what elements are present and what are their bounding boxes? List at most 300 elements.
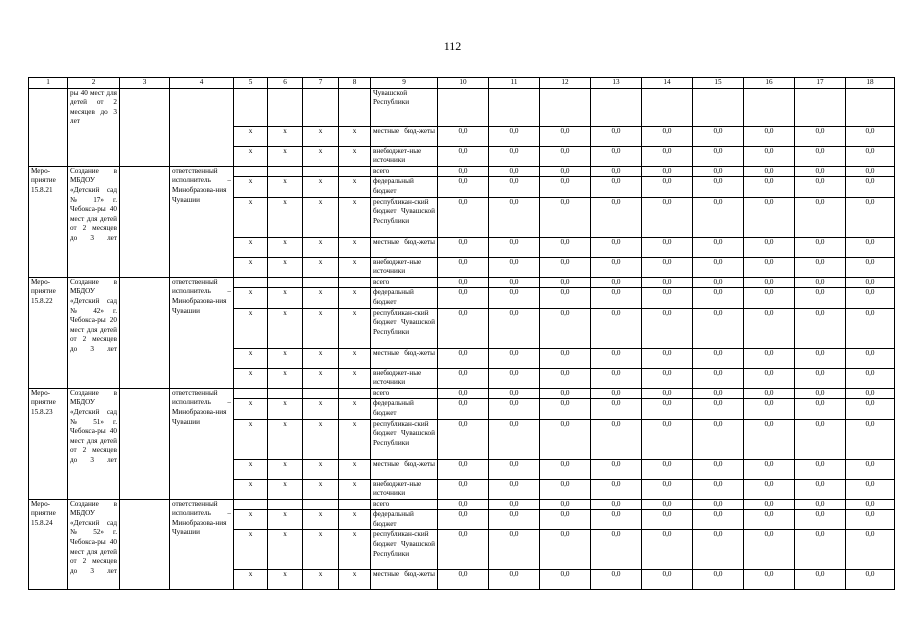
amount-cell: 0,0 [846, 399, 895, 419]
funding-source-cell: местные бюд-жеты [371, 570, 438, 590]
table-row [29, 88, 895, 126]
amount-cell: 0,0 [489, 368, 540, 388]
funding-source-cell: республикан-ский бюджет Чувашской Республики [371, 419, 438, 459]
x-marker-cell: x [303, 348, 339, 368]
x-marker-cell: x [339, 288, 371, 308]
amount-cell: 0,0 [846, 368, 895, 388]
amount-cell: 0,0 [744, 126, 795, 146]
x-marker-cell: x [303, 308, 339, 348]
amount-cell [744, 88, 795, 126]
amount-cell: 0,0 [540, 257, 591, 277]
funding-source-cell: местные бюд-жеты [371, 237, 438, 257]
amount-cell: 0,0 [693, 126, 744, 146]
funding-source-cell: республикан-ский бюджет Чувашской Республики [371, 308, 438, 348]
x-marker-cell: x [268, 510, 303, 530]
amount-cell: 0,0 [591, 166, 642, 177]
x-marker-cell: x [268, 237, 303, 257]
x-marker-cell: x [268, 308, 303, 348]
amount-cell: 0,0 [591, 530, 642, 570]
amount-cell: 0,0 [438, 288, 489, 308]
table-row [29, 499, 895, 510]
amount-cell: 0,0 [540, 368, 591, 388]
amount-cell: 0,0 [846, 479, 895, 499]
x-marker-cell: x [268, 257, 303, 277]
budget-table [28, 77, 895, 590]
x-marker-cell: x [339, 348, 371, 368]
amount-cell: 0,0 [591, 510, 642, 530]
x-marker-cell: x [339, 479, 371, 499]
amount-cell: 0,0 [642, 530, 693, 570]
x-marker-cell [339, 277, 371, 288]
amount-cell: 0,0 [642, 166, 693, 177]
column-number-cell: 11 [489, 78, 540, 89]
x-marker-cell [268, 88, 303, 126]
amount-cell: 0,0 [744, 257, 795, 277]
amount-cell: 0,0 [540, 459, 591, 479]
amount-cell: 0,0 [693, 499, 744, 510]
amount-cell: 0,0 [489, 479, 540, 499]
amount-cell: 0,0 [693, 510, 744, 530]
amount-cell: 0,0 [846, 177, 895, 197]
x-marker-cell [268, 499, 303, 510]
measure-number-cell: Меро-приятие 15.8.23 [29, 388, 68, 499]
x-marker-cell: x [268, 197, 303, 237]
amount-cell [540, 88, 591, 126]
amount-cell: 0,0 [693, 237, 744, 257]
x-marker-cell: x [339, 419, 371, 459]
x-marker-cell: x [339, 257, 371, 277]
x-marker-cell: x [303, 459, 339, 479]
column-number-cell: 10 [438, 78, 489, 89]
amount-cell: 0,0 [489, 570, 540, 590]
x-marker-cell: x [339, 570, 371, 590]
amount-cell: 0,0 [693, 146, 744, 166]
amount-cell: 0,0 [591, 499, 642, 510]
amount-cell: 0,0 [540, 308, 591, 348]
amount-cell: 0,0 [591, 388, 642, 399]
amount-cell: 0,0 [591, 146, 642, 166]
amount-cell [642, 88, 693, 126]
amount-cell: 0,0 [591, 288, 642, 308]
amount-cell: 0,0 [489, 197, 540, 237]
measure-name-cell: Создание в МБДОУ «Детский сад № 42» г. Чебокса-ры 20 мест для детей от 2 месяцев до 3 лет [68, 277, 120, 388]
amount-cell [438, 88, 489, 126]
funding-source-cell: внебюджет-ные источники [371, 368, 438, 388]
amount-cell: 0,0 [693, 348, 744, 368]
amount-cell: 0,0 [540, 510, 591, 530]
x-marker-cell: x [234, 197, 268, 237]
empty-cell [120, 88, 170, 166]
amount-cell: 0,0 [744, 388, 795, 399]
x-marker-cell: x [234, 146, 268, 166]
x-marker-cell: x [303, 419, 339, 459]
amount-cell: 0,0 [591, 399, 642, 419]
amount-cell: 0,0 [489, 146, 540, 166]
table-row [29, 277, 895, 288]
amount-cell: 0,0 [591, 197, 642, 237]
amount-cell: 0,0 [846, 419, 895, 459]
header-row [29, 78, 895, 89]
x-marker-cell [234, 499, 268, 510]
column-number-cell: 17 [795, 78, 846, 89]
x-marker-cell: x [268, 126, 303, 146]
amount-cell: 0,0 [795, 419, 846, 459]
amount-cell: 0,0 [489, 177, 540, 197]
empty-cell [120, 166, 170, 277]
amount-cell: 0,0 [591, 348, 642, 368]
x-marker-cell: x [303, 510, 339, 530]
amount-cell: 0,0 [540, 166, 591, 177]
column-number-cell: 1 [29, 78, 68, 89]
funding-source-cell: местные бюд-жеты [371, 459, 438, 479]
x-marker-cell: x [268, 479, 303, 499]
amount-cell: 0,0 [540, 146, 591, 166]
amount-cell: 0,0 [795, 368, 846, 388]
column-number-cell: 9 [371, 78, 438, 89]
amount-cell: 0,0 [642, 308, 693, 348]
amount-cell: 0,0 [693, 419, 744, 459]
amount-cell: 0,0 [642, 368, 693, 388]
amount-cell: 0,0 [795, 388, 846, 399]
column-number-cell: 18 [846, 78, 895, 89]
amount-cell: 0,0 [693, 257, 744, 277]
x-marker-cell [268, 166, 303, 177]
amount-cell: 0,0 [489, 237, 540, 257]
amount-cell: 0,0 [438, 177, 489, 197]
amount-cell: 0,0 [591, 419, 642, 459]
amount-cell: 0,0 [642, 388, 693, 399]
measure-name-cell: Создание в МБДОУ «Детский сад № 17» г. Чебокса-ры 40 мест для детей от 2 месяцев до 3 лет [68, 166, 120, 277]
funding-source-cell: федеральный бюджет [371, 399, 438, 419]
amount-cell: 0,0 [744, 308, 795, 348]
x-marker-cell: x [268, 570, 303, 590]
amount-cell: 0,0 [795, 510, 846, 530]
amount-cell: 0,0 [540, 388, 591, 399]
x-marker-cell: x [268, 419, 303, 459]
amount-cell: 0,0 [642, 177, 693, 197]
measure-name-cell: Создание в МБДОУ «Детский сад № 52» г. Чебокса-ры 40 мест для детей от 2 месяцев до 3 лет [68, 499, 120, 590]
x-marker-cell [339, 88, 371, 126]
amount-cell: 0,0 [489, 510, 540, 530]
measure-number-cell: Меро-приятие 15.8.24 [29, 499, 68, 590]
x-marker-cell: x [303, 197, 339, 237]
amount-cell: 0,0 [438, 197, 489, 237]
amount-cell: 0,0 [744, 570, 795, 590]
amount-cell: 0,0 [795, 126, 846, 146]
column-number-cell: 13 [591, 78, 642, 89]
x-marker-cell: x [268, 177, 303, 197]
amount-cell: 0,0 [795, 146, 846, 166]
amount-cell: 0,0 [693, 530, 744, 570]
amount-cell: 0,0 [846, 197, 895, 237]
amount-cell: 0,0 [744, 237, 795, 257]
amount-cell: 0,0 [795, 288, 846, 308]
amount-cell: 0,0 [846, 288, 895, 308]
x-marker-cell [339, 166, 371, 177]
amount-cell: 0,0 [846, 530, 895, 570]
amount-cell: 0,0 [795, 237, 846, 257]
amount-cell: 0,0 [846, 308, 895, 348]
table-row [29, 166, 895, 177]
x-marker-cell: x [234, 237, 268, 257]
amount-cell: 0,0 [591, 308, 642, 348]
amount-cell: 0,0 [591, 177, 642, 197]
x-marker-cell: x [234, 419, 268, 459]
x-marker-cell: x [268, 348, 303, 368]
x-marker-cell: x [303, 177, 339, 197]
funding-source-cell: федеральный бюджет [371, 177, 438, 197]
amount-cell: 0,0 [540, 177, 591, 197]
amount-cell: 0,0 [744, 459, 795, 479]
x-marker-cell: x [268, 530, 303, 570]
x-marker-cell [303, 499, 339, 510]
amount-cell: 0,0 [438, 368, 489, 388]
amount-cell: 0,0 [744, 348, 795, 368]
responsible-cell [170, 88, 234, 166]
amount-cell: 0,0 [744, 177, 795, 197]
amount-cell: 0,0 [489, 388, 540, 399]
responsible-cell: ответственный исполнитель – Минобразова-ния Чувашии [170, 277, 234, 388]
amount-cell: 0,0 [642, 479, 693, 499]
x-marker-cell: x [268, 399, 303, 419]
amount-cell: 0,0 [438, 126, 489, 146]
amount-cell: 0,0 [489, 348, 540, 368]
amount-cell: 0,0 [438, 348, 489, 368]
amount-cell: 0,0 [846, 499, 895, 510]
x-marker-cell: x [234, 399, 268, 419]
amount-cell: 0,0 [489, 166, 540, 177]
amount-cell: 0,0 [642, 348, 693, 368]
amount-cell: 0,0 [591, 237, 642, 257]
x-marker-cell: x [234, 368, 268, 388]
column-number-cell: 16 [744, 78, 795, 89]
amount-cell: 0,0 [846, 459, 895, 479]
amount-cell: 0,0 [642, 146, 693, 166]
amount-cell [489, 88, 540, 126]
x-marker-cell [268, 277, 303, 288]
funding-source-cell: федеральный бюджет [371, 510, 438, 530]
amount-cell: 0,0 [744, 368, 795, 388]
funding-source-cell: федеральный бюджет [371, 288, 438, 308]
amount-cell [591, 88, 642, 126]
amount-cell: 0,0 [642, 237, 693, 257]
x-marker-cell: x [234, 348, 268, 368]
amount-cell: 0,0 [642, 510, 693, 530]
x-marker-cell [303, 388, 339, 399]
amount-cell: 0,0 [438, 399, 489, 419]
x-marker-cell: x [339, 197, 371, 237]
amount-cell: 0,0 [438, 308, 489, 348]
amount-cell: 0,0 [642, 419, 693, 459]
amount-cell: 0,0 [438, 277, 489, 288]
x-marker-cell: x [339, 126, 371, 146]
funding-source-cell: всего [371, 499, 438, 510]
amount-cell: 0,0 [540, 288, 591, 308]
x-marker-cell [303, 277, 339, 288]
amount-cell: 0,0 [795, 277, 846, 288]
amount-cell: 0,0 [489, 399, 540, 419]
amount-cell: 0,0 [693, 570, 744, 590]
column-number-cell: 14 [642, 78, 693, 89]
empty-cell [120, 499, 170, 590]
amount-cell: 0,0 [438, 388, 489, 399]
column-number-cell: 4 [170, 78, 234, 89]
x-marker-cell [339, 388, 371, 399]
empty-cell [120, 277, 170, 388]
amount-cell: 0,0 [489, 530, 540, 570]
amount-cell: 0,0 [591, 459, 642, 479]
amount-cell: 0,0 [540, 197, 591, 237]
funding-source-cell: внебюджет-ные источники [371, 146, 438, 166]
x-marker-cell [268, 388, 303, 399]
amount-cell: 0,0 [744, 479, 795, 499]
amount-cell: 0,0 [846, 237, 895, 257]
amount-cell: 0,0 [438, 530, 489, 570]
amount-cell: 0,0 [846, 510, 895, 530]
amount-cell: 0,0 [540, 399, 591, 419]
amount-cell: 0,0 [744, 277, 795, 288]
amount-cell: 0,0 [846, 257, 895, 277]
x-marker-cell: x [303, 399, 339, 419]
x-marker-cell: x [234, 459, 268, 479]
x-marker-cell [234, 88, 268, 126]
amount-cell: 0,0 [438, 499, 489, 510]
amount-cell: 0,0 [693, 308, 744, 348]
amount-cell: 0,0 [438, 166, 489, 177]
x-marker-cell: x [234, 510, 268, 530]
amount-cell: 0,0 [744, 166, 795, 177]
funding-source-cell: внебюджет-ные источники [371, 257, 438, 277]
amount-cell: 0,0 [489, 499, 540, 510]
x-marker-cell [303, 88, 339, 126]
amount-cell: 0,0 [795, 308, 846, 348]
amount-cell: 0,0 [642, 277, 693, 288]
x-marker-cell: x [339, 177, 371, 197]
amount-cell: 0,0 [540, 530, 591, 570]
measure-number-cell: Меро-приятие 15.8.22 [29, 277, 68, 388]
x-marker-cell: x [234, 126, 268, 146]
x-marker-cell: x [339, 237, 371, 257]
amount-cell: 0,0 [489, 459, 540, 479]
x-marker-cell [234, 166, 268, 177]
amount-cell: 0,0 [744, 499, 795, 510]
x-marker-cell: x [339, 146, 371, 166]
amount-cell: 0,0 [591, 479, 642, 499]
column-number-cell: 7 [303, 78, 339, 89]
column-number-cell: 8 [339, 78, 371, 89]
x-marker-cell: x [234, 530, 268, 570]
column-number-cell: 5 [234, 78, 268, 89]
amount-cell: 0,0 [438, 510, 489, 530]
amount-cell: 0,0 [540, 570, 591, 590]
amount-cell: 0,0 [744, 288, 795, 308]
funding-source-cell: республикан-ский бюджет Чувашской Республики [371, 530, 438, 570]
amount-cell: 0,0 [795, 177, 846, 197]
funding-source-cell: республикан-ский бюджет Чувашской Республики [371, 197, 438, 237]
funding-source-cell: всего [371, 277, 438, 288]
amount-cell: 0,0 [795, 348, 846, 368]
column-number-cell: 12 [540, 78, 591, 89]
empty-cell [120, 388, 170, 499]
column-number-cell: 2 [68, 78, 120, 89]
amount-cell: 0,0 [489, 257, 540, 277]
amount-cell: 0,0 [693, 197, 744, 237]
amount-cell: 0,0 [744, 399, 795, 419]
amount-cell: 0,0 [642, 257, 693, 277]
amount-cell: 0,0 [489, 308, 540, 348]
amount-cell: 0,0 [846, 388, 895, 399]
x-marker-cell: x [234, 479, 268, 499]
x-marker-cell: x [303, 146, 339, 166]
x-marker-cell [339, 499, 371, 510]
amount-cell: 0,0 [489, 419, 540, 459]
amount-cell: 0,0 [846, 277, 895, 288]
amount-cell: 0,0 [693, 166, 744, 177]
amount-cell: 0,0 [693, 177, 744, 197]
x-marker-cell: x [303, 479, 339, 499]
x-marker-cell: x [339, 530, 371, 570]
funding-source-cell: местные бюд-жеты [371, 126, 438, 146]
amount-cell: 0,0 [693, 388, 744, 399]
amount-cell: 0,0 [795, 197, 846, 237]
amount-cell: 0,0 [795, 570, 846, 590]
amount-cell: 0,0 [744, 510, 795, 530]
x-marker-cell: x [234, 308, 268, 348]
x-marker-cell: x [303, 570, 339, 590]
amount-cell: 0,0 [693, 277, 744, 288]
funding-source-cell: местные бюд-жеты [371, 348, 438, 368]
amount-cell: 0,0 [438, 257, 489, 277]
amount-cell: 0,0 [693, 479, 744, 499]
funding-source-cell: всего [371, 166, 438, 177]
amount-cell: 0,0 [642, 126, 693, 146]
table-row [29, 388, 895, 399]
amount-cell: 0,0 [438, 479, 489, 499]
measure-number-cell: Меро-приятие 15.8.21 [29, 166, 68, 277]
amount-cell: 0,0 [642, 399, 693, 419]
amount-cell: 0,0 [795, 399, 846, 419]
x-marker-cell [234, 277, 268, 288]
x-marker-cell: x [339, 368, 371, 388]
x-marker-cell: x [234, 257, 268, 277]
x-marker-cell: x [268, 459, 303, 479]
amount-cell: 0,0 [795, 459, 846, 479]
amount-cell: 0,0 [540, 479, 591, 499]
amount-cell: 0,0 [591, 368, 642, 388]
amount-cell: 0,0 [693, 399, 744, 419]
amount-cell: 0,0 [591, 570, 642, 590]
measure-name-cell: ры 40 мест для детей от 2 месяцев до 3 лет [68, 88, 120, 166]
x-marker-cell: x [234, 570, 268, 590]
amount-cell: 0,0 [846, 166, 895, 177]
column-number-cell: 6 [268, 78, 303, 89]
amount-cell: 0,0 [744, 530, 795, 570]
amount-cell: 0,0 [540, 419, 591, 459]
column-number-cell: 3 [120, 78, 170, 89]
measure-name-cell: Создание в МБДОУ «Детский сад № 51» г. Чебокса-ры 40 мест для детей от 2 месяцев до 3 лет [68, 388, 120, 499]
amount-cell [693, 88, 744, 126]
x-marker-cell: x [303, 288, 339, 308]
amount-cell: 0,0 [642, 197, 693, 237]
amount-cell: 0,0 [438, 570, 489, 590]
page-number: 112 [443, 39, 462, 53]
amount-cell: 0,0 [591, 257, 642, 277]
x-marker-cell: x [303, 237, 339, 257]
x-marker-cell: x [339, 459, 371, 479]
amount-cell: 0,0 [489, 277, 540, 288]
amount-cell: 0,0 [540, 277, 591, 288]
amount-cell: 0,0 [846, 570, 895, 590]
